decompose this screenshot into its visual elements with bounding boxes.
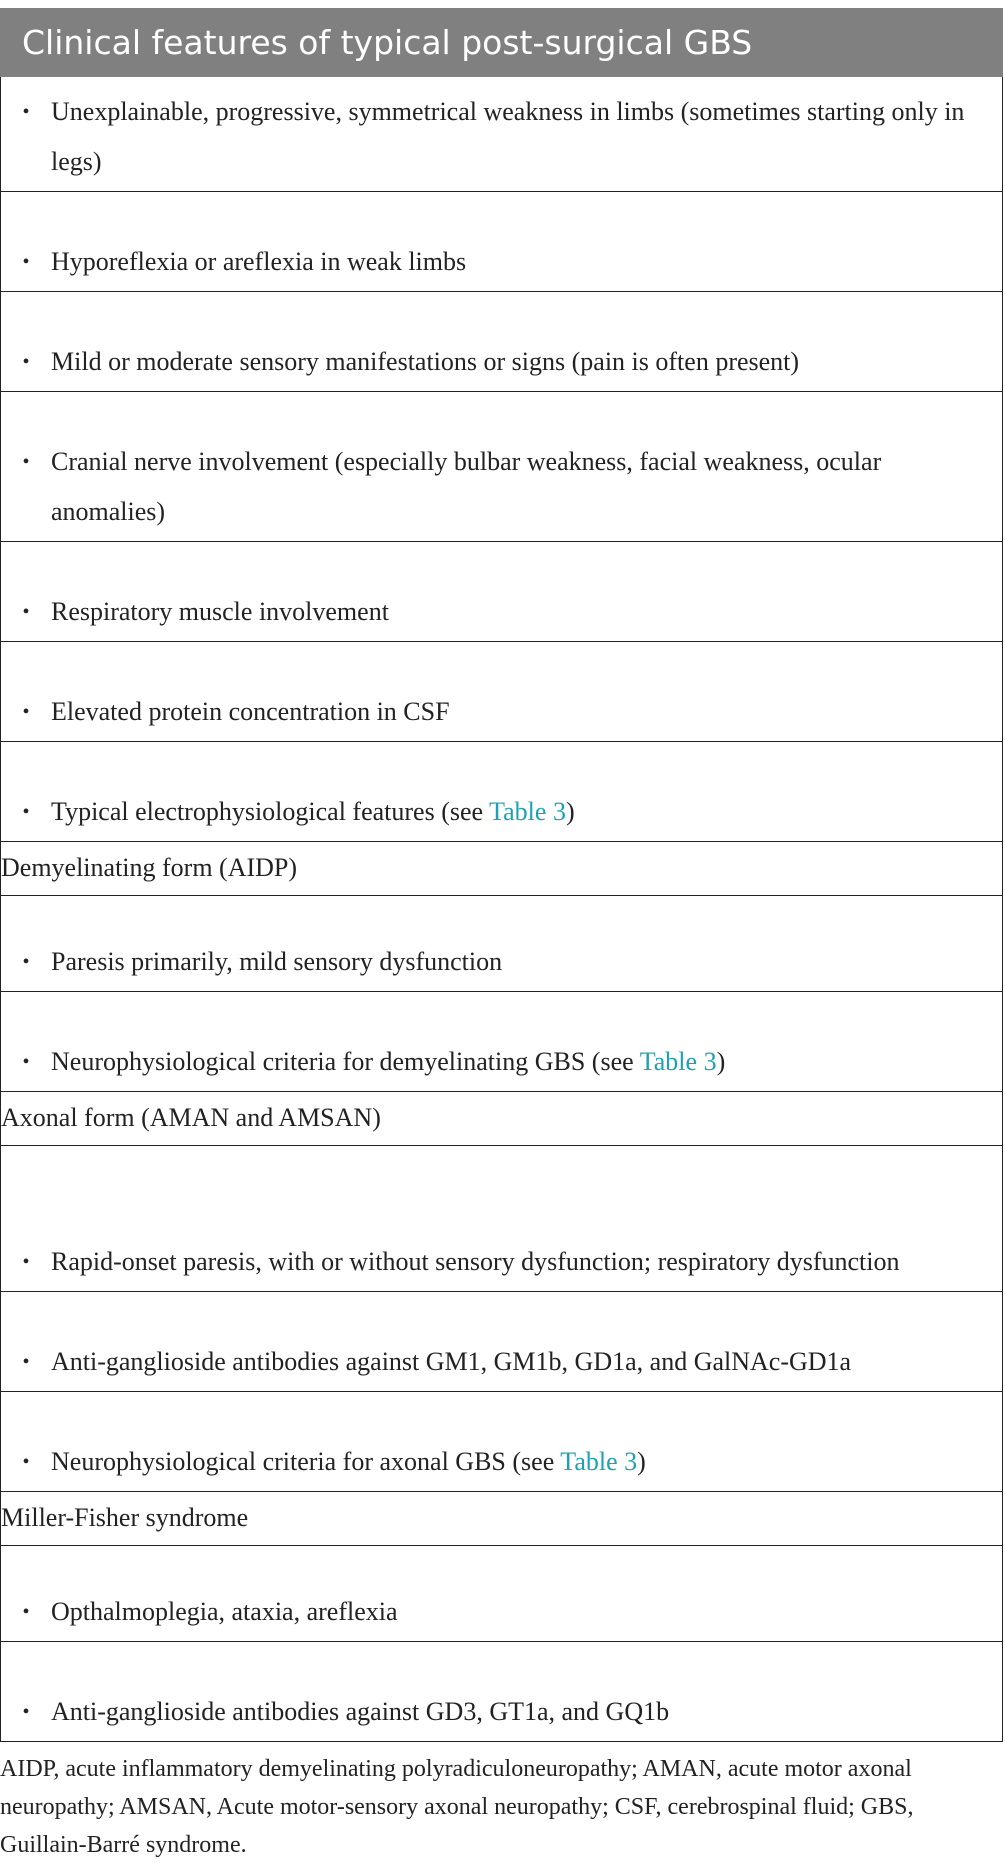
feature-text: Neurophysiological criteria for demyelinating GBS (see bbox=[51, 1046, 640, 1076]
feature-text: Cranial nerve involvement (especially bulbar weakness, facial weakness, ocular anomalies) bbox=[51, 446, 882, 526]
table-title-bar bbox=[0, 8, 1003, 77]
feature-text-suffix: ) bbox=[565, 796, 575, 826]
feature-text: Anti-ganglioside antibodies against GM1, GM1b, GD1a, and GalNAc-GD1a bbox=[51, 1346, 852, 1376]
table-row bbox=[1, 641, 1003, 741]
bullet-icon: • bbox=[22, 800, 30, 823]
feature-text: Mild or moderate sensory manifestations or signs (pain is often present) bbox=[51, 346, 800, 376]
feature-text: Unexplainable, progressive, symmetrical weakness in limbs (sometimes starting only in legs) bbox=[51, 96, 965, 176]
bullet-icon: • bbox=[22, 1600, 30, 1623]
feature-text: Elevated protein concentration in CSF bbox=[51, 696, 450, 726]
bullet-icon: • bbox=[22, 450, 30, 473]
table-row bbox=[1, 1545, 1003, 1641]
table-row bbox=[1, 895, 1003, 991]
table-row bbox=[1, 1491, 1003, 1545]
table-row bbox=[1, 77, 1003, 191]
feature-text-suffix: ) bbox=[716, 1046, 726, 1076]
bullet-icon: • bbox=[22, 1700, 30, 1723]
feature-text: Opthalmoplegia, ataxia, areflexia bbox=[51, 1596, 398, 1626]
feature-text: Neurophysiological criteria for axonal GBS (see bbox=[51, 1446, 561, 1476]
feature-text: Respiratory muscle involvement bbox=[51, 596, 389, 626]
table-row bbox=[1, 1091, 1003, 1145]
feature-text-suffix: ) bbox=[637, 1446, 646, 1476]
table-row bbox=[1, 1291, 1003, 1391]
table-row bbox=[1, 291, 1003, 391]
feature-text: Typical electrophysiological features (see bbox=[51, 796, 490, 826]
table-3-link[interactable]: Table 3 bbox=[639, 1046, 717, 1076]
table-row bbox=[1, 991, 1003, 1091]
table-title: Clinical features of typical post-surgical GBS bbox=[22, 23, 753, 62]
table-3-link[interactable]: Table 3 bbox=[560, 1446, 638, 1476]
table-row bbox=[1, 1641, 1003, 1741]
bullet-icon: • bbox=[22, 1450, 30, 1473]
table-3-link[interactable]: Table 3 bbox=[489, 796, 566, 826]
table-row bbox=[1, 191, 1003, 291]
table-row bbox=[1, 541, 1003, 641]
bullet-icon: • bbox=[22, 350, 30, 373]
section-heading-miller-fisher: Miller-Fisher syndrome bbox=[1, 1491, 1003, 1545]
bullet-icon: • bbox=[22, 100, 30, 123]
feature-text: Anti-ganglioside antibodies against GD3, GT1a, and GQ1b bbox=[51, 1696, 670, 1726]
bullet-icon: • bbox=[22, 1250, 30, 1273]
bullet-icon: • bbox=[22, 250, 30, 273]
clinical-features-table bbox=[0, 77, 1003, 1742]
bullet-icon: • bbox=[22, 700, 30, 723]
feature-text: Rapid-onset paresis, with or without sensory dysfunction; respiratory dysfunction bbox=[51, 1246, 900, 1276]
section-heading-axonal: Axonal form (AMAN and AMSAN) bbox=[1, 1091, 1003, 1145]
bullet-icon: • bbox=[22, 1350, 30, 1373]
table-row bbox=[1, 841, 1003, 895]
table-footnote: AIDP, acute inflammatory demyelinating polyradiculoneuropathy; AMAN, acute motor axonal neuropathy; AMSAN, Acute motor-sensory axonal neuropathy; CSF, cerebrospinal fluid; GBS, Guillain-Barré syndrome. bbox=[0, 1756, 914, 1858]
bullet-icon: • bbox=[22, 1050, 30, 1073]
table-row bbox=[1, 741, 1003, 841]
table-row bbox=[1, 1391, 1003, 1491]
table-row bbox=[1, 1145, 1003, 1291]
feature-text: Paresis primarily, mild sensory dysfunction bbox=[51, 946, 503, 976]
bullet-icon: • bbox=[22, 600, 30, 623]
bullet-icon: • bbox=[22, 950, 30, 973]
table-row bbox=[1, 391, 1003, 541]
section-heading-demyelinating: Demyelinating form (AIDP) bbox=[1, 841, 1003, 895]
feature-text: Hyporeflexia or areflexia in weak limbs bbox=[51, 246, 467, 276]
